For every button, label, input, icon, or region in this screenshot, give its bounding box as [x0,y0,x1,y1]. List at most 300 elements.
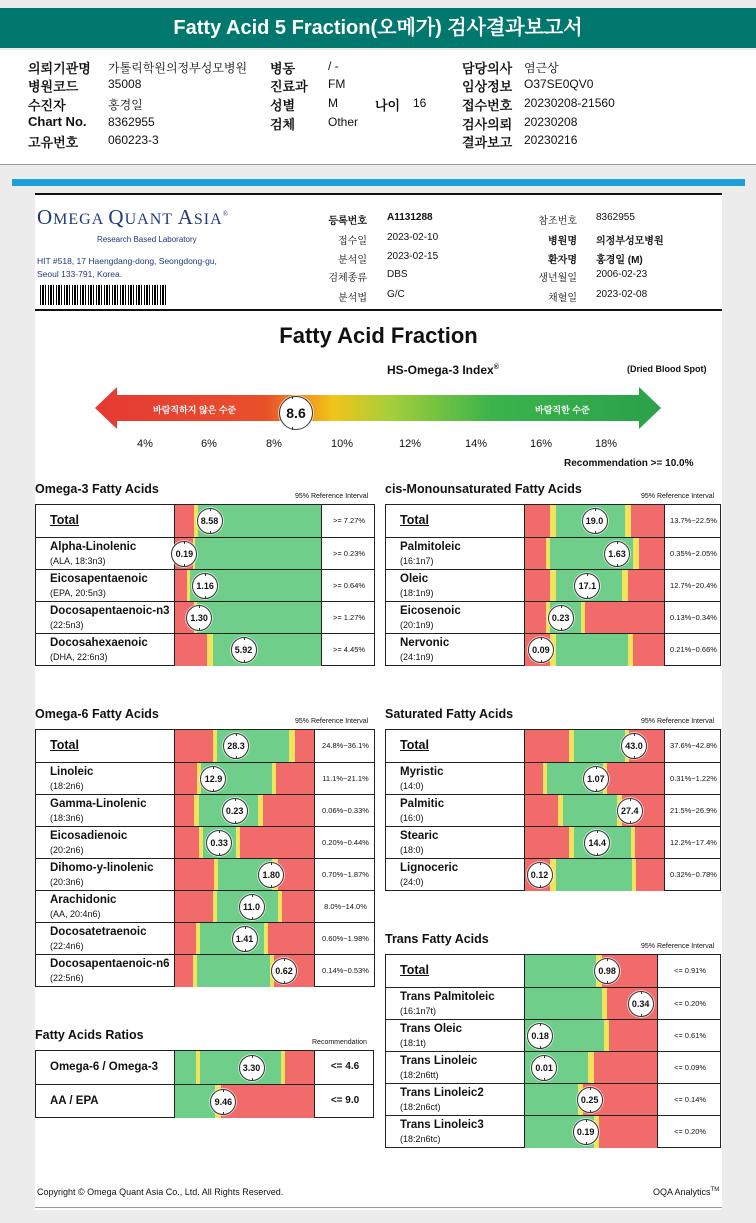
gauge-good-label: 바람직한 수준 [535,405,590,415]
result-value-marker: 3.30 [239,1055,265,1081]
table-row [386,762,720,794]
table-row [386,987,720,1019]
result-value-marker: 0.25 [577,1087,603,1113]
fatty-acid-notation: (14:0) [400,781,424,791]
result-table [35,729,375,987]
result-value-marker: 11.0 [239,894,265,920]
fatty-acid-notation: (18:2n6) [50,781,84,791]
reference-interval-label: 95% Reference Interval [295,493,369,500]
fatty-acid-name: Eicosenoic [400,605,461,617]
range-bar [174,1085,315,1118]
range-segment [175,1085,215,1118]
reference-range: 13.7%~22.5% [670,516,717,525]
range-bar [174,827,315,859]
range-segment [263,795,314,827]
meta-value: 홍경일 (M) [596,255,643,266]
range-segment [295,730,314,762]
info-label: 진료과 [270,79,308,94]
meta-label: 분석일 [338,255,367,266]
gauge-tick-label: 10% [330,438,354,450]
info-label: 병원코드 [28,79,79,94]
gauge-bad-label: 바람직하지 않은 수준 [153,405,237,415]
result-value-marker: 0.01 [531,1055,557,1081]
result-value-marker: 1.07 [583,766,609,792]
report-title: Fatty Acid 5 Fraction(오메가) 검사결과보고서 [0,8,756,48]
fatty-acid-notation: (16:1n7) [400,556,434,566]
result-table [35,1050,374,1118]
info-value: 20230208-21560 [524,96,615,110]
fatty-acid-notation: (22:5n3) [50,620,84,630]
range-segment [285,1051,314,1084]
fatty-acid-name: Trans Oleic [400,1023,463,1035]
range-segment [175,923,196,955]
result-value-marker: 1.63 [604,541,630,567]
meta-rule [35,309,722,311]
reference-range: 0.70%~1.87% [322,870,369,879]
gauge-tick-label: 4% [137,438,153,450]
info-label: 나이 [375,98,401,113]
range-segment [556,859,632,891]
range-segment [594,1052,657,1084]
result-value-marker: 28.3 [223,733,249,759]
meta-value: 의정부성모병원 [596,236,664,247]
reference-interval-label: 95% Reference Interval [641,493,715,500]
reference-range: 0.14%~0.53% [322,966,369,975]
range-bar [524,795,665,827]
result-table [385,729,721,891]
info-value: O37SE0QV0 [524,77,594,91]
fatty-acid-notation: (20:1n9) [400,620,434,630]
fatty-acid-name: Lignoceric [400,862,459,874]
gauge-tick-label: 16% [529,438,553,450]
fatty-acid-notation: (22:4n6) [50,941,84,951]
range-segment [599,1116,657,1148]
info-value: Other [328,115,359,129]
index-title: HS-Omega-3 Index® [387,363,499,377]
range-segment [631,505,664,537]
range-segment [633,634,664,666]
barcode [40,285,167,305]
fatty-acid-notation: (18:0) [400,845,424,855]
range-segment [175,570,187,602]
meta-label: 등록번호 [328,216,367,227]
section-title: Omega-3 Fatty Acids [35,482,159,496]
table-row [36,633,374,665]
result-value-marker: 8.58 [197,508,223,534]
gauge-tick-label: 18% [594,438,618,450]
fatty-acid-name: Dihomo-y-linolenic [50,862,154,874]
meta-value: 2006-02-23 [596,269,648,280]
fatty-acid-notation: (AA, 20:4n6) [50,909,101,919]
reference-range: >= 7.27% [332,516,366,525]
reference-range: <= 0.20% [673,999,707,1008]
meta-value: DBS [387,269,408,280]
reference-range: <= 0.91% [673,966,707,975]
fatty-acid-name: Docosapentaenoic-n3 [50,605,170,617]
fatty-acid-notation: (EPA, 20:5n3) [50,588,106,598]
table-row [36,762,374,794]
lab-subtitle: Research Based Laboratory [97,235,197,244]
index-value-marker: 8.6 [279,396,313,430]
section-title: cis-Monounsaturated Fatty Acids [385,482,582,496]
result-value-marker: 1.80 [258,862,284,888]
fatty-acid-name: Palmitoleic [400,541,461,553]
gauge-tick-label: 8% [266,438,282,450]
meta-value: A1131288 [387,212,433,223]
lab-report [35,193,722,1210]
result-value-marker: 9.46 [210,1089,236,1115]
reference-range: 0.13%~0.34% [670,613,717,622]
reference-range: >= 4.45% [332,645,366,654]
fatty-acid-notation: (18:2n6tt) [400,1070,439,1080]
fatty-acid-name: Total [400,738,429,752]
reference-range: 37.6%~42.8% [670,741,717,750]
lab-address-line1: HIT #518, 17 Haengdang-dong, Seongdong-gu, [37,256,217,266]
lab-logo: OMEGA QUANT ASIA® [37,205,230,229]
result-value-marker: 1.16 [192,573,218,599]
result-value-marker: 0.34 [628,991,654,1017]
fatty-acid-notation: (16:1n7t) [400,1006,437,1016]
table-row [36,601,374,633]
result-value-marker: 0.23 [222,798,248,824]
table-row [36,954,374,986]
fatty-acid-notation: (18:2n6ct) [400,1102,441,1112]
range-segment [195,538,321,570]
reference-range: 21.5%~26.9% [670,806,717,815]
info-label: 임상정보 [462,79,513,94]
fatty-acid-name: Trans Linoleic2 [400,1087,484,1099]
fatty-acid-name: Total [50,738,79,752]
range-segment [318,505,321,537]
reference-range: <= 0.14% [673,1095,707,1104]
range-segment [563,795,617,827]
reference-range: 0.60%~1.98% [322,934,369,943]
fatty-acid-notation: (18:1n9) [400,588,434,598]
main-title: Fatty Acid Fraction [279,323,478,348]
reference-range: <= 0.61% [673,1031,707,1040]
table-row [36,922,374,954]
meta-value: 2023-02-15 [387,251,439,262]
table-row [386,633,720,665]
fatty-acid-notation: (24:1n9) [400,652,434,662]
range-segment [525,955,596,987]
info-value: 20230208 [524,115,578,129]
result-value-marker: 27.4 [617,798,643,824]
info-label: 접수번호 [462,98,513,113]
info-label: 담당의사 [462,61,513,76]
fatty-acid-notation: (18:3n6) [50,813,84,823]
fatty-acid-name: Gamma-Linolenic [50,798,147,810]
table-row [386,601,720,633]
meta-label: 환자명 [548,255,577,266]
reference-range: <= 9.0 [330,1094,360,1106]
info-value: / - [328,59,339,73]
reference-range: <= 0.20% [673,1127,707,1136]
table-row [386,794,720,826]
info-label: 검체 [270,117,296,132]
meta-value: 8362955 [596,212,635,223]
result-value-marker: 0.19 [171,541,197,567]
fatty-acid-name: Omega-6 / Omega-3 [50,1061,159,1073]
info-label: 결과보고 [462,135,513,150]
fatty-acid-notation: (18:1t) [400,1038,427,1048]
result-table [385,954,721,1148]
info-value: 염근상 [524,61,559,75]
fatty-acid-name: Total [400,513,429,527]
info-value: 가톨릭학원의정부성모병원 [108,61,248,75]
range-segment [639,538,664,570]
info-label: 수진자 [28,98,66,113]
info-label: 성별 [270,98,296,113]
patient-info-panel [0,50,756,165]
fatty-acid-notation: (DHA, 22:6n3) [50,652,108,662]
result-value-marker: 1.41 [232,926,258,952]
fatty-acid-notation: (16:0) [400,813,424,823]
result-value-marker: 43.0 [621,733,647,759]
range-segment [556,634,628,666]
info-value: M [328,96,338,110]
result-table [385,504,721,666]
range-bar [174,763,315,795]
info-label: 검사의뢰 [462,117,513,132]
range-segment [175,891,213,923]
meta-label: 채혈일 [548,293,577,304]
result-table [35,504,375,666]
fatty-acid-name: Linoleic [50,766,94,778]
table-row [36,1084,373,1117]
gauge-tick-label: 6% [201,438,217,450]
fatty-acid-name: AA / EPA [50,1095,99,1107]
range-segment [525,730,569,762]
footer-rule [35,1207,722,1208]
result-value-marker: 0.23 [548,605,574,631]
reference-range: <= 4.6 [330,1060,360,1072]
fatty-acid-name: Alpha-Linolenic [50,541,137,553]
range-bar [174,859,315,891]
result-value-marker: 0.98 [594,958,620,984]
range-segment [525,538,546,570]
result-value-marker: 0.33 [206,830,232,856]
range-segment [240,827,314,859]
table-row [386,1019,720,1051]
reference-range: 0.35%~2.05% [670,549,717,558]
result-value-marker: 12.9 [200,766,226,792]
range-segment [197,602,321,634]
gauge-tick-label: 14% [464,438,488,450]
index-recommendation: Recommendation >= 10.0% [564,458,694,469]
range-segment [175,730,213,762]
fatty-acid-name: Docosatetraenoic [50,926,147,938]
range-segment [609,1020,657,1052]
info-value: FM [328,77,346,91]
range-segment [525,570,550,602]
table-row [386,955,720,987]
range-segment [585,602,664,634]
result-value-marker: 0.62 [271,958,297,984]
info-label: 고유번호 [28,135,79,150]
range-segment [197,955,269,987]
range-segment [175,763,197,795]
range-segment [276,763,314,795]
range-segment [607,763,664,795]
range-segment [268,923,314,955]
table-row [36,537,374,569]
reference-range: 24.8%~36.1% [322,741,369,750]
reference-range: 0.21%~0.66% [670,645,717,654]
table-row [386,1115,720,1147]
fatty-acid-name: Total [400,963,429,977]
table-row [36,1051,373,1084]
reference-range: >= 0.23% [332,549,366,558]
range-segment [525,988,602,1020]
fatty-acid-name: Arachidonic [50,894,117,906]
reference-range: 0.20%~0.44% [322,838,369,847]
range-segment [635,827,664,859]
reference-interval-label: 95% Reference Interval [641,718,715,725]
reference-range: 0.31%~1.22% [670,774,717,783]
info-value: 20230216 [524,133,578,147]
table-row [386,826,720,858]
table-row [386,569,720,601]
fatty-acid-name: Eicosapentaenoic [50,573,148,585]
range-segment [525,1084,578,1116]
info-value: 35008 [108,77,142,91]
reference-range: >= 1.27% [332,613,366,622]
meta-label: 생년월일 [538,273,577,284]
fatty-acid-notation: (22:5n6) [50,973,84,983]
reference-range: 0.06%~0.33% [322,806,369,815]
reference-range: >= 0.64% [332,581,366,590]
info-value: 홍경일 [108,98,143,112]
result-value-marker: 5.92 [231,637,257,663]
result-value-marker: 0.18 [527,1023,553,1049]
range-segment [574,730,625,762]
fatty-acid-name: Nervonic [400,637,450,649]
range-segment [525,602,546,634]
result-value-marker: 0.12 [527,862,553,888]
fatty-acid-name: Docosapentaenoic-n6 [50,958,170,970]
reference-range: 12.7%~20.4% [670,581,717,590]
section-title: Trans Fatty Acids [385,932,489,946]
range-segment [175,795,194,827]
section-title: Omega-6 Fatty Acids [35,707,159,721]
fatty-acid-name: Docosahexaenoic [50,637,148,649]
range-segment [525,827,569,859]
fatty-acid-name: Trans Linoleic [400,1055,478,1067]
fatty-acid-name: Trans Linoleic3 [400,1119,484,1131]
reference-interval-label: Recommendation [312,1039,367,1046]
range-segment [175,955,193,987]
meta-label: 병원명 [548,236,577,247]
table-row [36,794,374,826]
meta-label: 참조번호 [538,216,577,227]
meta-label: 분석법 [338,293,367,304]
range-segment [282,891,314,923]
table-row [386,1051,720,1083]
gauge-tick-label: 12% [398,438,422,450]
info-value: 16 [413,96,427,110]
table-row [36,730,374,762]
fatty-acid-name: Total [50,513,79,527]
table-row [386,730,720,762]
fatty-acid-notation: (20:3n6) [50,877,84,887]
table-row [36,890,374,922]
reference-range: 0.32%~0.78% [670,870,717,879]
info-label: Chart No. [28,114,87,129]
range-segment [628,570,664,602]
section-title: Saturated Fatty Acids [385,707,514,721]
result-value-marker: 0.19 [573,1119,599,1145]
top-rule [35,193,722,195]
range-segment [175,634,207,666]
meta-value: G/C [387,289,405,300]
range-segment [213,634,321,666]
brand-text: OQA Analytics™ [653,1187,720,1197]
table-row [36,505,374,537]
divider-bar [12,179,745,186]
reference-range: 12.2%~17.4% [670,838,717,847]
reference-range: <= 0.09% [673,1063,707,1072]
range-bar [524,538,665,570]
meta-value: 2023-02-08 [596,289,648,300]
table-row [386,505,720,537]
reference-interval-label: 95% Reference Interval [641,943,715,950]
fatty-acid-notation: (ALA, 18:3n3) [50,556,106,566]
lab-address-line2: Seoul 133-791, Korea. [37,269,123,279]
fatty-acid-notation: (24:0) [400,877,424,887]
result-value-marker: 1.30 [186,605,212,631]
range-segment [175,827,199,859]
info-value: 8362955 [108,115,155,129]
meta-label: 접수일 [338,236,367,247]
info-label: 병동 [270,61,296,76]
result-value-marker: 17.1 [574,573,600,599]
range-segment [175,859,214,891]
sample-type: (Dried Blood Spot) [627,364,707,374]
fatty-acid-name: Palmitic [400,798,445,810]
result-value-marker: 19.0 [582,508,608,534]
table-row [386,1083,720,1115]
range-segment [175,1051,196,1084]
reference-range: 8.0%~14.0% [324,902,367,911]
range-bar [524,602,665,634]
range-segment [525,795,558,827]
table-row [386,858,720,890]
info-label: 의뢰기관명 [28,61,91,76]
fatty-acid-name: Eicosadienoic [50,830,128,842]
meta-value: 2023-02-10 [387,232,439,243]
range-bar [524,955,658,987]
fatty-acid-name: Stearic [400,830,439,842]
table-row [36,858,374,890]
fatty-acid-name: Trans Palmitoleic [400,991,495,1003]
copyright-text: Copyright © Omega Quant Asia Co., Ltd. All Rights Reserved. [37,1187,284,1197]
range-segment [525,505,550,537]
result-value-marker: 0.09 [528,637,554,663]
info-value: 060223-3 [108,133,159,147]
fatty-acid-notation: (18:2n6tc) [400,1134,441,1144]
fatty-acid-notation: (20:2n6) [50,845,84,855]
section-title: Fatty Acids Ratios [35,1028,144,1042]
range-segment [525,763,543,795]
reference-range: 11.1%~21.1% [322,774,369,783]
fatty-acid-name: Oleic [400,573,429,585]
table-row [36,826,374,858]
meta-label: 검체종류 [328,273,367,284]
table-row [36,569,374,601]
fatty-acid-name: Myristic [400,766,444,778]
table-row [386,537,720,569]
